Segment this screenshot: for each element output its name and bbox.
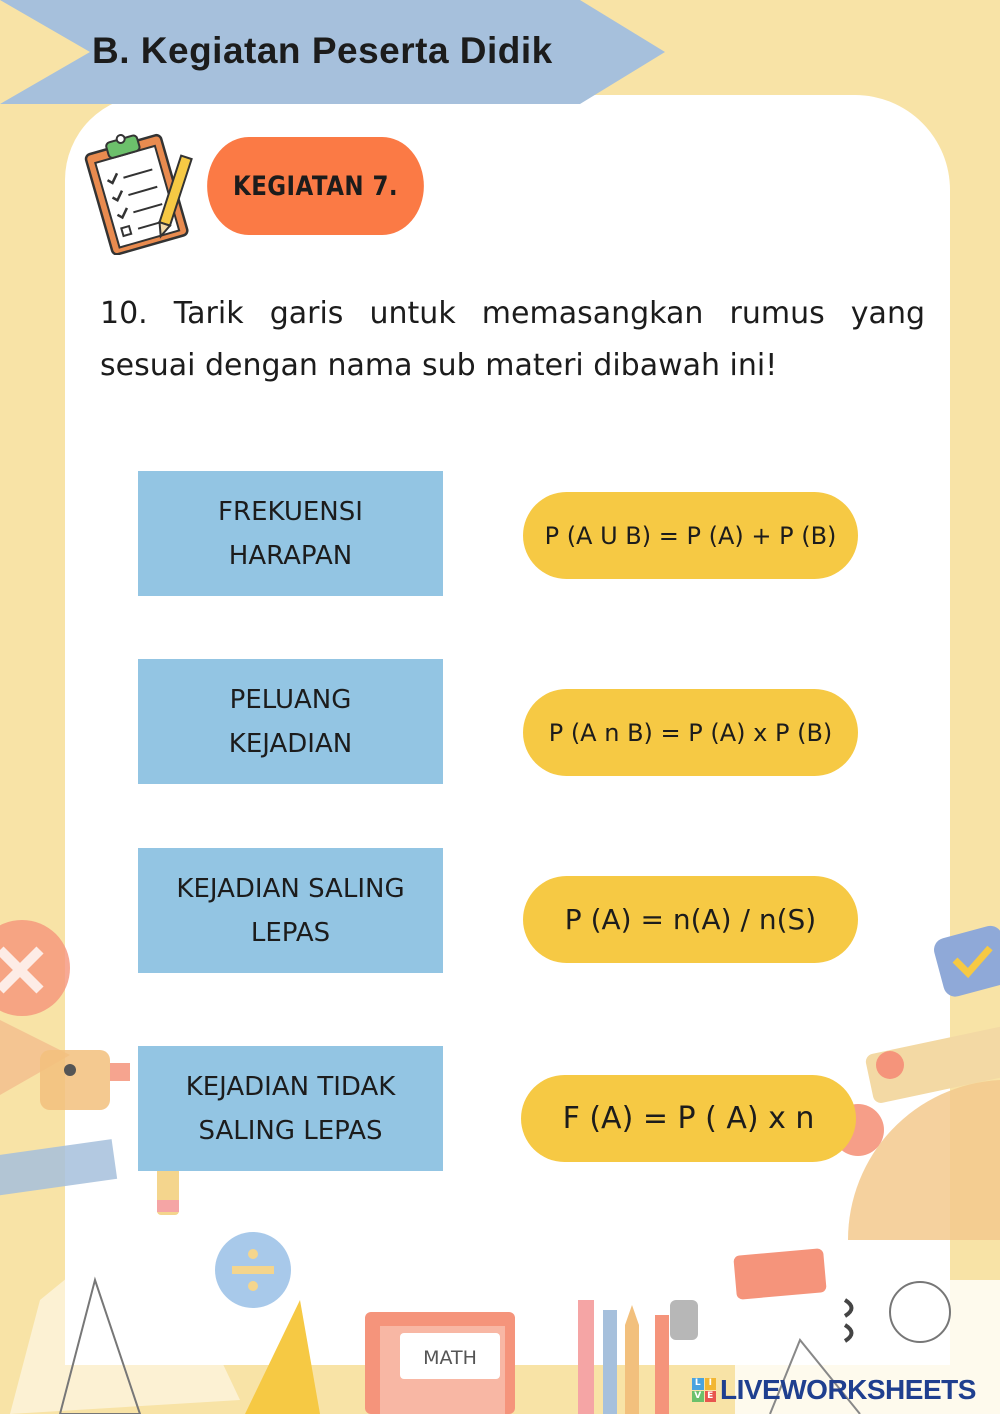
eraser-icon (733, 1248, 826, 1300)
term-line: HARAPAN (228, 540, 353, 571)
ruler-left-icon (0, 1139, 117, 1196)
logo-letter: L (692, 1378, 704, 1390)
checkmark-card-icon (931, 923, 1000, 999)
term-box-kejadian-saling-lepas[interactable] (138, 848, 443, 973)
term-line: KEJADIAN (228, 728, 353, 759)
term-box-peluang-kejadian[interactable] (138, 659, 443, 784)
math-book-label: MATH (423, 1347, 477, 1369)
liveworksheets-logo-icon (692, 1378, 716, 1402)
watermark-text: LIVEWORKSHEETS (720, 1374, 976, 1405)
logo-letter: V (692, 1391, 704, 1403)
formula-pill-union[interactable]: P (A U B) = P (A) + P (B) (523, 492, 858, 579)
graph-paper-icon (10, 1210, 240, 1414)
term-line: LEPAS (250, 917, 331, 948)
times-circle-icon (0, 920, 70, 1016)
formula-pill-probability[interactable]: P (A) = n(A) / n(S) (523, 876, 858, 963)
formula-pill-intersection[interactable]: P (A n B) = P (A) x P (B) (523, 689, 858, 776)
compass-icon (0, 1020, 130, 1110)
term-line: KEJADIAN SALING (176, 873, 405, 904)
term-line: KEJADIAN TIDAK (185, 1071, 396, 1102)
term-line: SALING LEPAS (198, 1115, 383, 1146)
logo-letter: E (705, 1391, 717, 1403)
term-box-kejadian-tidak-saling-lepas[interactable] (138, 1046, 443, 1171)
liveworksheets-watermark[interactable] (692, 1372, 976, 1408)
triangle-ruler-icon (245, 1300, 320, 1414)
term-box-frekuensi-harapan[interactable] (138, 471, 443, 596)
pencil-cup-icon (578, 1300, 698, 1414)
section-title: B. Kegiatan Peserta Didik (92, 30, 553, 71)
clipboard-checklist-icon (82, 130, 197, 255)
formula-pill-frequency[interactable]: F (A) = P ( A) x n (521, 1075, 856, 1162)
math-book-icon (365, 1312, 515, 1414)
logo-letter: I (705, 1378, 717, 1390)
protractor-icon (832, 1080, 1000, 1240)
division-circle-icon (215, 1232, 291, 1308)
instruction-text: 10. Tarik garis untuk memasangkan rumus yang sesuai dengan nama sub materi dibawah ini! (100, 296, 925, 383)
term-line: PELUANG (229, 684, 352, 715)
activity-label: KEGIATAN 7. (207, 137, 424, 235)
term-line: FREKUENSI (218, 496, 363, 527)
